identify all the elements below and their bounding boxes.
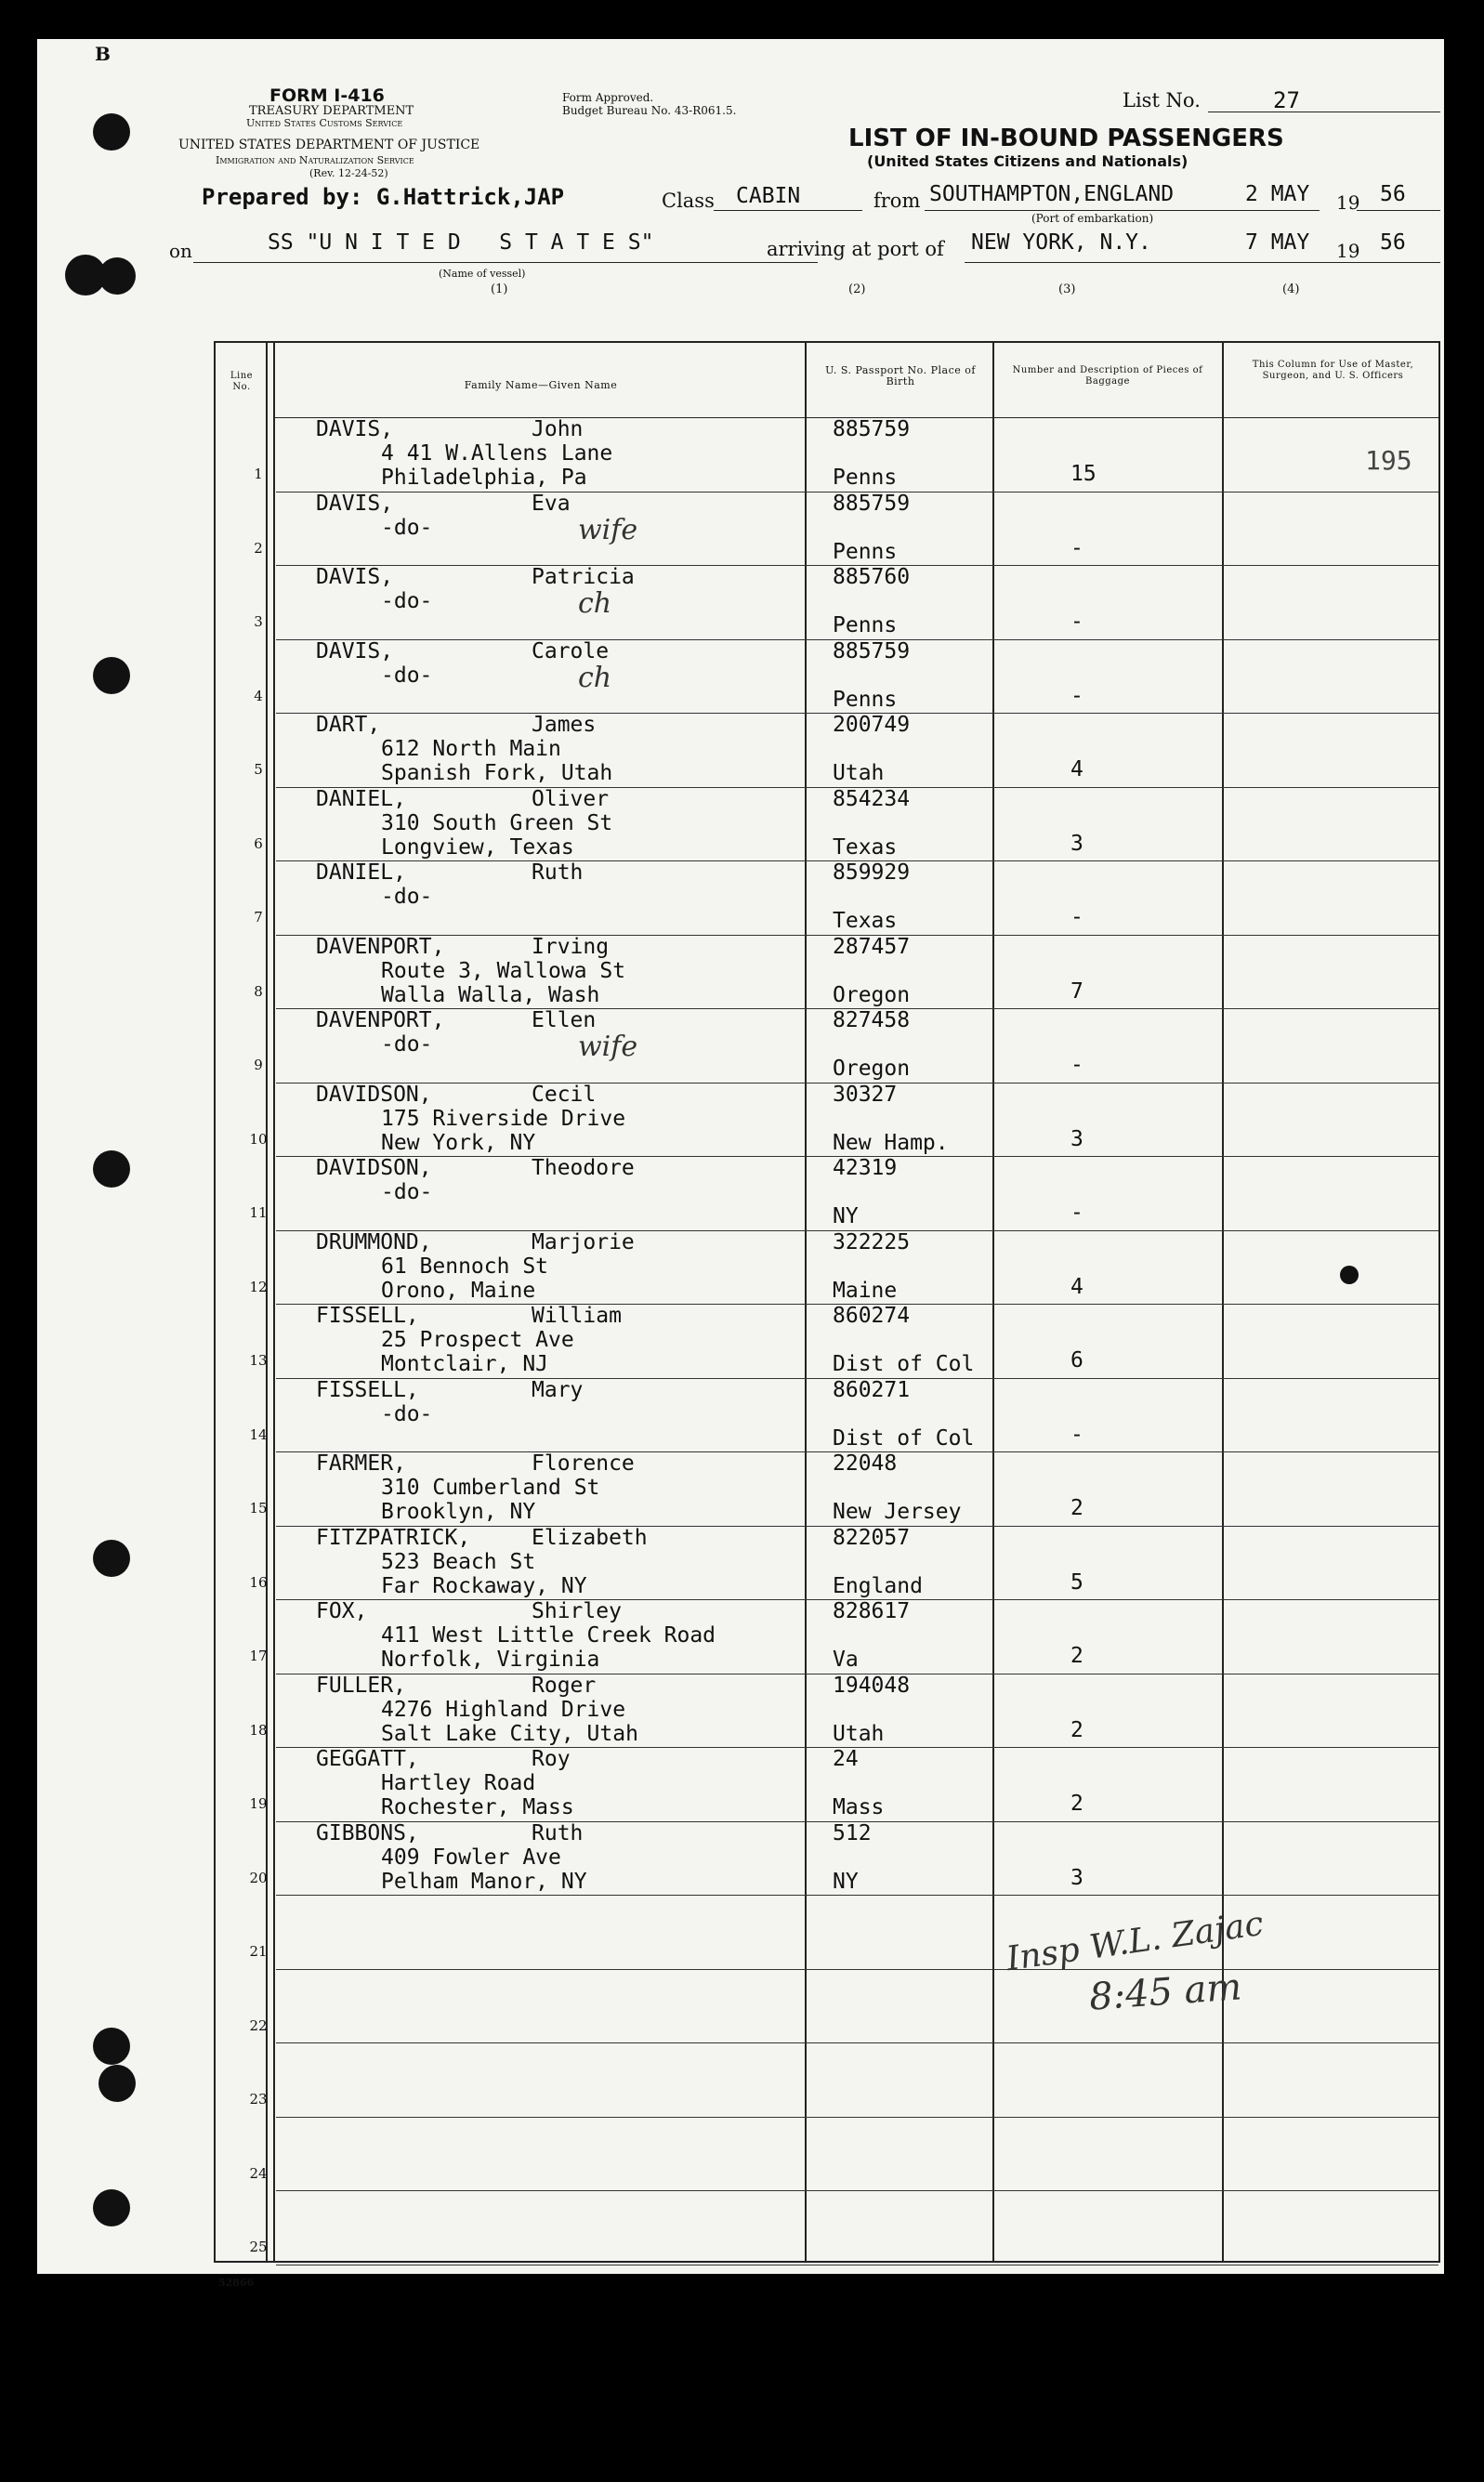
treasury-dept: TREASURY DEPARTMENT [249, 104, 414, 118]
address-line-2: Norfolk, Virginia [381, 1648, 600, 1672]
address-line-2: Salt Lake City, Utah [381, 1721, 638, 1746]
table-row [216, 1599, 1438, 1674]
line-number: 16 [249, 1573, 268, 1591]
from-port: SOUTHAMPTON,ENGLAND [929, 182, 1175, 206]
address-line-2: Longview, Texas [381, 834, 574, 860]
header-line-no: Line No. [230, 371, 254, 392]
table-row [216, 565, 1438, 639]
passport-number: 859929 [833, 860, 911, 885]
address-line-1: 61 Bennoch St [381, 1254, 549, 1279]
baggage-count: 3 [1070, 1865, 1083, 1890]
address-line-1: 409 Fowler Ave [381, 1845, 561, 1870]
table-row [216, 1156, 1438, 1230]
table-row [216, 2117, 1438, 2191]
address-line-1: 4276 Highland Drive [381, 1697, 626, 1722]
table-row [216, 1304, 1438, 1378]
place-of-birth: NY [833, 1869, 859, 1894]
inspector-signature: Insp W.L. Zajac [1004, 1904, 1267, 1979]
officer-note: 195 [1365, 445, 1412, 476]
passport-number: 322225 [833, 1229, 911, 1254]
line-number: 15 [249, 1500, 268, 1517]
list-no-label: List No. [1123, 89, 1201, 112]
address-line-2: Brooklyn, NY [381, 1500, 536, 1524]
baggage-count: - [1070, 683, 1083, 708]
family-name: DAVIS, [316, 491, 394, 516]
header-name: Family Name—Given Name [464, 379, 618, 391]
column-number-4: (4) [1282, 282, 1300, 296]
doj-label: UNITED STATES DEPARTMENT OF JUSTICE [178, 138, 480, 152]
address-line-2: Philadelphia, Pa [381, 466, 587, 490]
binder-hole [93, 2189, 130, 2226]
baggage-count: 4 [1070, 757, 1083, 781]
passport-number: 22048 [833, 1451, 898, 1476]
address-line-1: -do- [381, 589, 433, 613]
passport-number: 42319 [833, 1156, 898, 1180]
table-row [216, 1378, 1438, 1452]
address-line-2: Walla Walla, Wash [381, 982, 600, 1007]
given-name: Marjorie [532, 1229, 635, 1254]
from-line [925, 210, 1320, 211]
inspector-time: 8:45 am [1087, 1965, 1243, 2019]
baggage-count: 2 [1070, 1644, 1083, 1668]
address-line-2: Rochester, Mass [381, 1795, 574, 1819]
given-name: Carole [532, 638, 610, 663]
relation-note: ch [578, 661, 612, 694]
address-line-2: Spanish Fork, Utah [381, 761, 613, 785]
baggage-count: 4 [1070, 1274, 1083, 1299]
passport-number: 512 [833, 1820, 872, 1845]
list-subtitle: (United States Citizens and Nationals) [867, 152, 1189, 170]
baggage-count: - [1070, 905, 1083, 929]
table-row [216, 1083, 1438, 1157]
family-name: DAVIS, [316, 638, 394, 663]
from-year: 56 [1380, 182, 1406, 206]
baggage-count: - [1070, 610, 1083, 634]
table-row [216, 2042, 1438, 2117]
binder-hole [93, 1150, 130, 1188]
class-value: CABIN [736, 184, 801, 208]
given-name: Eva [532, 491, 571, 516]
vessel-label: (Name of vessel) [439, 268, 526, 280]
place-of-birth: Texas [833, 909, 898, 933]
table-row [216, 787, 1438, 861]
given-name: Shirley [532, 1599, 622, 1623]
passport-number: 822057 [833, 1525, 911, 1550]
address-line-1: Route 3, Wallowa St [381, 958, 626, 983]
baggage-count: 5 [1070, 1569, 1083, 1595]
line-number: 23 [249, 2091, 268, 2108]
address-line-2: Far Rockaway, NY [381, 1573, 587, 1598]
arrival-date: 7 MAY [1245, 230, 1310, 255]
given-name: James [532, 713, 597, 737]
binder-hole [93, 2028, 130, 2065]
line-number: 19 [249, 1795, 268, 1812]
line-number: 5 [254, 761, 263, 778]
table-row [216, 1747, 1438, 1821]
budget-bureau: Budget Bureau No. 43-R061.5. [562, 104, 737, 117]
arrival-line [965, 262, 1440, 263]
given-name: Ruth [532, 1820, 584, 1845]
vessel-name: SS "U N I T E D S T A T E S" [268, 230, 654, 255]
line-number: 1 [254, 466, 263, 482]
column-number-2: (2) [848, 282, 866, 296]
from-label: from [873, 190, 921, 212]
address-line-2: New York, NY [381, 1130, 536, 1155]
line-number: 7 [254, 909, 263, 926]
line-number: 8 [254, 982, 263, 1000]
arriving-label: arriving at port of [767, 238, 944, 260]
list-title: LIST OF IN-BOUND PASSENGERS [848, 125, 1284, 152]
place-of-birth: Texas [833, 834, 898, 860]
family-name: FOX, [316, 1599, 368, 1623]
place-of-birth: New Hamp. [833, 1130, 949, 1155]
line-number: 3 [254, 613, 263, 630]
column-number-3: (3) [1058, 282, 1076, 296]
family-name: DRUMMOND, [316, 1229, 432, 1254]
place-of-birth: NY [833, 1204, 859, 1228]
baggage-count: - [1070, 1053, 1083, 1077]
vessel-line [193, 262, 818, 263]
family-name: DANIEL, [316, 860, 406, 885]
table-row [216, 1526, 1438, 1600]
relation-note: ch [578, 587, 612, 620]
passport-number: 885759 [833, 638, 911, 663]
place-of-birth: Dist of Col [833, 1352, 975, 1376]
line-number: 21 [249, 1943, 268, 1960]
place-of-birth: Utah [833, 761, 885, 785]
passenger-table [214, 341, 1440, 2263]
customs-service: United States Customs Service [246, 117, 403, 129]
baggage-count: - [1070, 1422, 1083, 1447]
place-of-birth: England [833, 1573, 923, 1598]
binder-hole [93, 657, 130, 694]
address-line-1: 25 Prospect Ave [381, 1328, 574, 1352]
binder-hole [93, 1540, 130, 1577]
line-number: 24 [249, 2164, 268, 2182]
family-name: DANIEL, [316, 786, 406, 811]
line-number: 4 [254, 687, 263, 704]
prepared-by: Prepared by: G.Hattrick,JAP [202, 184, 565, 210]
place-of-birth: Penns [833, 687, 898, 712]
address-line-1: 310 Cumberland St [381, 1476, 600, 1500]
address-line-1: 310 South Green St [381, 810, 613, 835]
passport-number: 827458 [833, 1008, 911, 1032]
place-of-birth: Utah [833, 1721, 885, 1746]
family-name: FARMER, [316, 1451, 406, 1476]
form-number: FORM I-416 [269, 85, 385, 106]
from-year-prefix: 19 [1336, 191, 1360, 214]
passport-number: 885759 [833, 491, 911, 516]
baggage-count: - [1070, 535, 1083, 560]
line-number: 17 [249, 1648, 268, 1664]
family-name: DAVIS, [316, 565, 394, 589]
address-line-1: 523 Beach St [381, 1549, 536, 1574]
class-label: Class [662, 190, 715, 212]
line-number: 22 [249, 2016, 268, 2034]
address-line-1: 612 North Main [381, 737, 561, 761]
table-row [216, 713, 1438, 787]
given-name: Roy [532, 1747, 571, 1771]
arrival-year: 56 [1380, 230, 1406, 255]
relation-note: wife [578, 513, 638, 546]
family-name: GEGGATT, [316, 1747, 419, 1771]
place-of-birth: Oregon [833, 1057, 911, 1081]
given-name: Patricia [532, 565, 635, 589]
given-name: Mary [532, 1377, 584, 1402]
place-of-birth: New Jersey [833, 1500, 962, 1524]
arrival-year-prefix: 19 [1336, 240, 1360, 262]
place-of-birth: Dist of Col [833, 1425, 975, 1451]
passport-number: 860271 [833, 1377, 911, 1402]
passport-number: 30327 [833, 1082, 898, 1107]
list-no-value: 27 [1273, 87, 1300, 113]
table-row [216, 935, 1438, 1009]
baggage-count: 2 [1070, 1717, 1083, 1742]
table-row [216, 860, 1438, 935]
line-number: 18 [249, 1721, 268, 1739]
ins-label: Immigration and Naturalization Service [216, 154, 414, 166]
line-number: 6 [254, 834, 263, 852]
table-row [216, 639, 1438, 714]
line-number: 9 [254, 1057, 263, 1073]
line-number: 10 [249, 1130, 268, 1148]
given-name: John [532, 417, 584, 441]
family-name: DAVIS, [316, 417, 394, 441]
footer-code: 52866 [218, 2277, 255, 2289]
baggage-count: 15 [1070, 462, 1097, 486]
address-line-1: Hartley Road [381, 1771, 536, 1795]
table-row [216, 1451, 1438, 1526]
column-number-1: (1) [491, 282, 508, 296]
table-row [216, 1674, 1438, 1748]
given-name: William [532, 1304, 622, 1328]
place-of-birth: Va [833, 1648, 859, 1672]
passport-number: 24 [833, 1747, 859, 1771]
table-row [216, 1821, 1438, 1896]
table-row [216, 492, 1438, 566]
from-year-line [1357, 210, 1440, 211]
line-number: 2 [254, 539, 263, 557]
address-line-1: -do- [381, 515, 433, 540]
baggage-count: 2 [1070, 1792, 1083, 1816]
passport-number: 200749 [833, 713, 911, 737]
baggage-count: 6 [1070, 1348, 1083, 1372]
header-officers: This Column for Use of Master, Surgeon, and U. S. Officers [1252, 360, 1414, 381]
place-of-birth: Oregon [833, 982, 911, 1007]
passport-number: 885759 [833, 417, 911, 441]
revision-label: (Rev. 12-24-52) [309, 167, 388, 179]
address-line-1: -do- [381, 1032, 433, 1057]
passport-number: 860274 [833, 1304, 911, 1328]
address-line-2: Pelham Manor, NY [381, 1869, 587, 1894]
passport-number: 194048 [833, 1673, 911, 1698]
given-name: Irving [532, 934, 610, 959]
class-line [714, 210, 862, 211]
given-name: Elizabeth [532, 1525, 648, 1550]
given-name: Oliver [532, 786, 610, 811]
line-number: 12 [249, 1278, 268, 1295]
given-name: Roger [532, 1673, 597, 1698]
table-row [216, 1008, 1438, 1083]
line-number: 14 [249, 1425, 268, 1443]
given-name: Cecil [532, 1082, 597, 1107]
address-line-2: Orono, Maine [381, 1278, 536, 1303]
line-number: 13 [249, 1352, 268, 1369]
header-baggage: Number and Description of Pieces of Baggage [1012, 365, 1203, 387]
table-row [216, 1969, 1438, 2043]
address-line-1: -do- [381, 1180, 433, 1204]
port-embarkation-label: (Port of embarkation) [1031, 212, 1154, 225]
given-name: Ruth [532, 860, 584, 885]
given-name: Florence [532, 1451, 635, 1476]
address-line-2: Montclair, NJ [381, 1352, 549, 1376]
address-line-1: 175 Riverside Drive [381, 1106, 626, 1131]
place-of-birth: Mass [833, 1795, 885, 1819]
place-of-birth: Penns [833, 613, 898, 637]
baggage-count: 3 [1070, 1126, 1083, 1151]
line-number: 11 [249, 1204, 268, 1221]
baggage-count: 3 [1070, 831, 1083, 856]
table-row [216, 1230, 1438, 1305]
binder-hole [93, 113, 130, 151]
family-name: DAVIDSON, [316, 1082, 432, 1107]
family-name: DAVENPORT, [316, 1008, 445, 1032]
passport-number: 828617 [833, 1599, 911, 1623]
given-name: Theodore [532, 1156, 635, 1180]
manifest-sheet [37, 39, 1444, 2289]
family-name: GIBBONS, [316, 1820, 419, 1845]
family-name: DAVIDSON, [316, 1156, 432, 1180]
place-of-birth: Penns [833, 466, 898, 490]
address-line-1: -do- [381, 885, 433, 909]
passport-number: 854234 [833, 786, 911, 811]
table-row [216, 417, 1438, 492]
arrival-port: NEW YORK, N.Y. [971, 230, 1151, 255]
on-label: on [169, 240, 192, 262]
line-number: 25 [249, 2239, 268, 2255]
place-of-birth: Maine [833, 1278, 898, 1303]
place-of-birth: Penns [833, 539, 898, 564]
family-name: FITZPATRICK, [316, 1525, 471, 1550]
family-name: FISSELL, [316, 1377, 419, 1402]
header-passport: U. S. Passport No. Place of Birth [825, 364, 976, 387]
address-line-1: -do- [381, 1401, 433, 1426]
address-line-1: -do- [381, 663, 433, 688]
given-name: Ellen [532, 1008, 597, 1032]
binder-hole [98, 2065, 136, 2102]
family-name: FISSELL, [316, 1304, 419, 1328]
table-row [216, 2190, 1438, 2265]
family-name: DAVENPORT, [316, 934, 445, 959]
passport-number: 885760 [833, 565, 911, 589]
address-line-1: 411 West Little Creek Road [381, 1623, 716, 1648]
baggage-count: 7 [1070, 978, 1083, 1004]
relation-note: wife [578, 1031, 638, 1063]
baggage-count: - [1070, 1201, 1083, 1225]
line-number: 20 [249, 1869, 268, 1886]
binder-hole [98, 257, 136, 295]
passport-number: 287457 [833, 934, 911, 959]
family-name: FULLER, [316, 1673, 406, 1698]
baggage-count: 2 [1070, 1496, 1083, 1520]
form-approved: Form Approved. [562, 91, 654, 104]
corner-letter: B [95, 43, 111, 65]
address-line-1: 4 41 W.Allens Lane [381, 441, 613, 466]
from-date: 2 MAY [1245, 182, 1310, 206]
family-name: DART, [316, 713, 381, 737]
